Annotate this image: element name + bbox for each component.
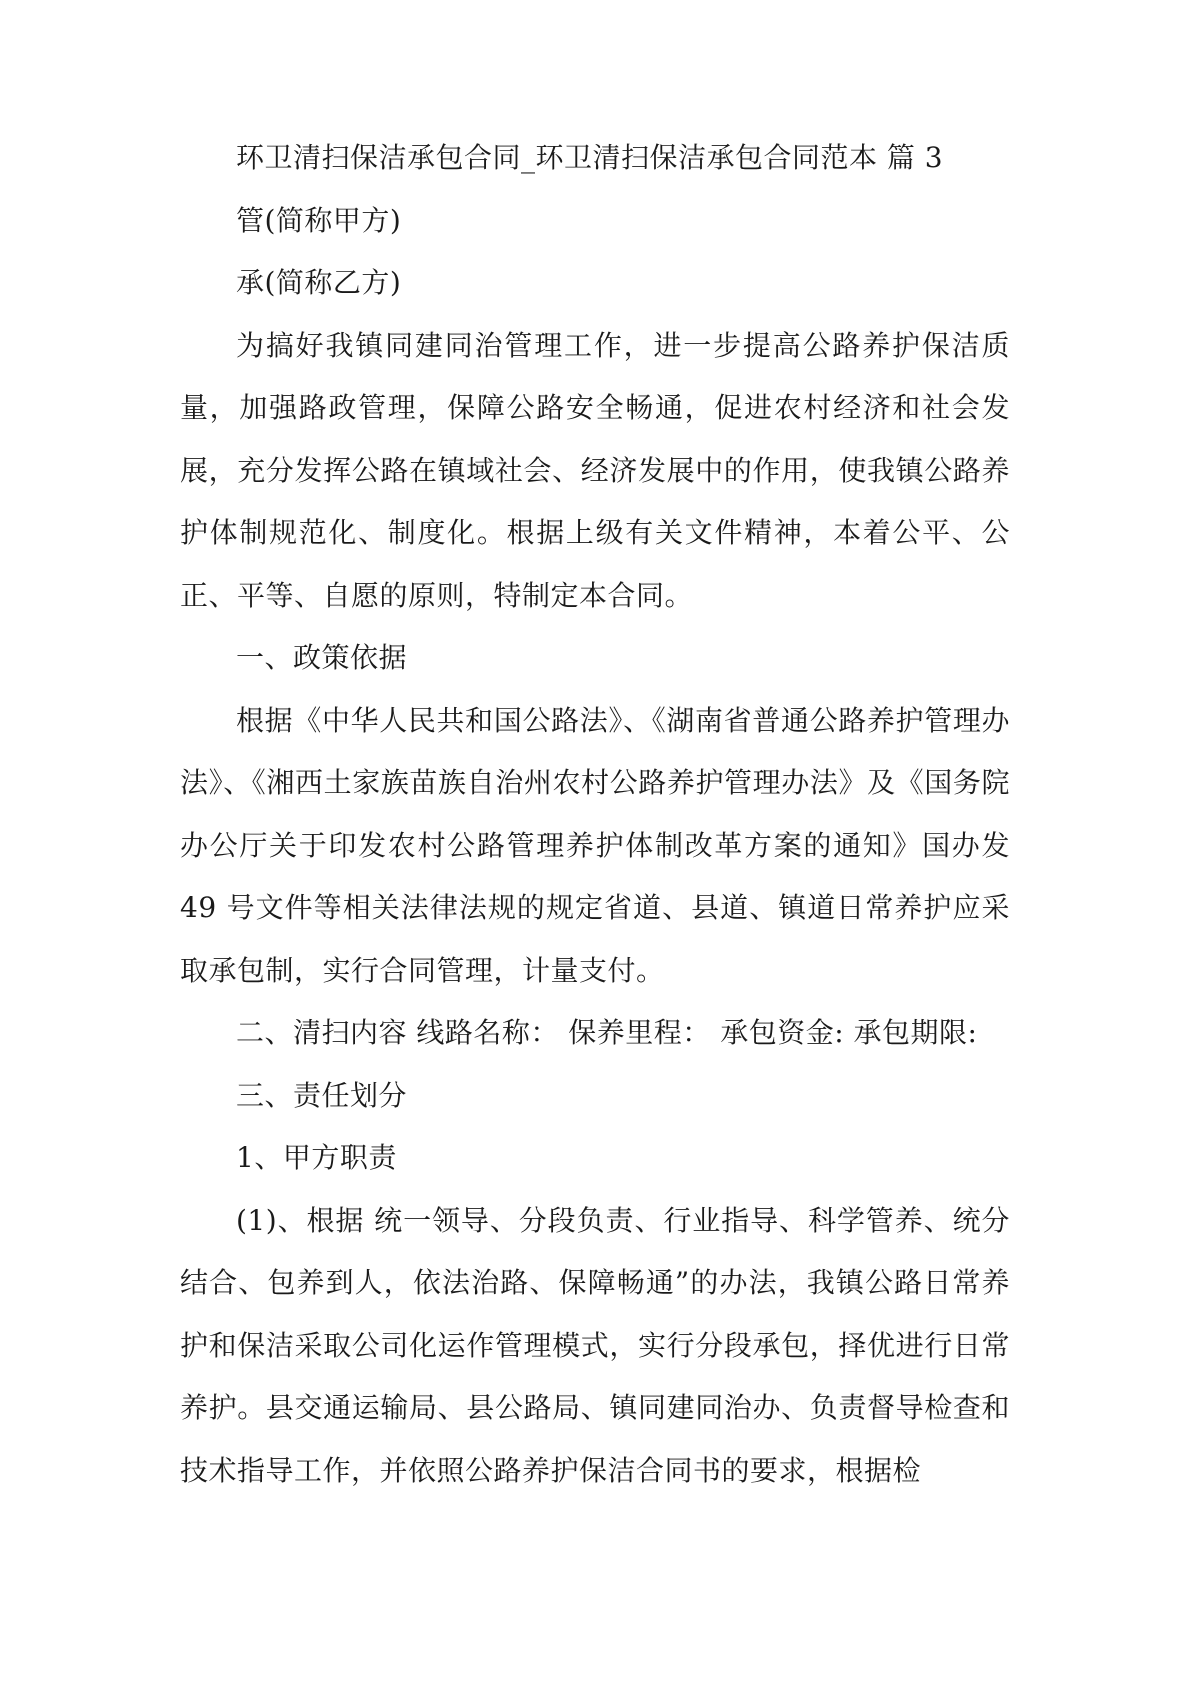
party-a-duty-paragraph: (1)、根据 统一领导、分段负责、行业指导、科学管养、统分结合、包养到人，依法治路、保障畅通”的办法，我镇公路日常养护和保洁采取公司化运作管理模式，实行分段承包，择优进行日常养护。县交通运输局、县公路局、镇同建同治办、负责督导检查和技术指导工作，并依照公路养护保洁合同书的要求，根据检 <box>180 1203 1010 1487</box>
policy-paragraph: 根据《中华人民共和国公路法》、《湖南省普通公路养护管理办法》、《湘西土家族苗族自治州农村公路养护管理办法》及《国务院办公厅关于印发农村公路管理养护体制改革方案的通知》国办发 49 号文件等相关法律法规的规定省道、县道、镇道日常养护应采取承包制，实行合同管理，计量支付。 <box>180 703 1010 987</box>
section-heading-cleaning: 二、清扫内容 线路名称： 保养里程： 承包资金: 承包期限: <box>236 1016 978 1049</box>
subsection-heading-party-a: 1、甲方职责 <box>236 1141 397 1174</box>
party-b-line: 承(简称乙方) <box>236 266 402 299</box>
document-body <box>180 127 1010 1502</box>
document-title: 环卫清扫保洁承包合同_环卫清扫保洁承包合同范本 篇 3 <box>236 141 944 174</box>
intro-paragraph: 为搞好我镇同建同治管理工作，进一步提高公路养护保洁质量，加强路政管理，保障公路安全畅通，促进农村经济和社会发展，充分发挥公路在镇域社会、经济发展中的作用，使我镇公路养护体制规范化、制度化。根据上级有关文件精神，本着公平、公正、平等、自愿的原则，特制定本合同。 <box>180 328 1010 612</box>
party-a-line: 管(简称甲方) <box>236 203 402 237</box>
section-heading-responsibility: 三、责任划分 <box>236 1078 408 1112</box>
section-heading-policy: 一、政策依据 <box>236 641 408 674</box>
